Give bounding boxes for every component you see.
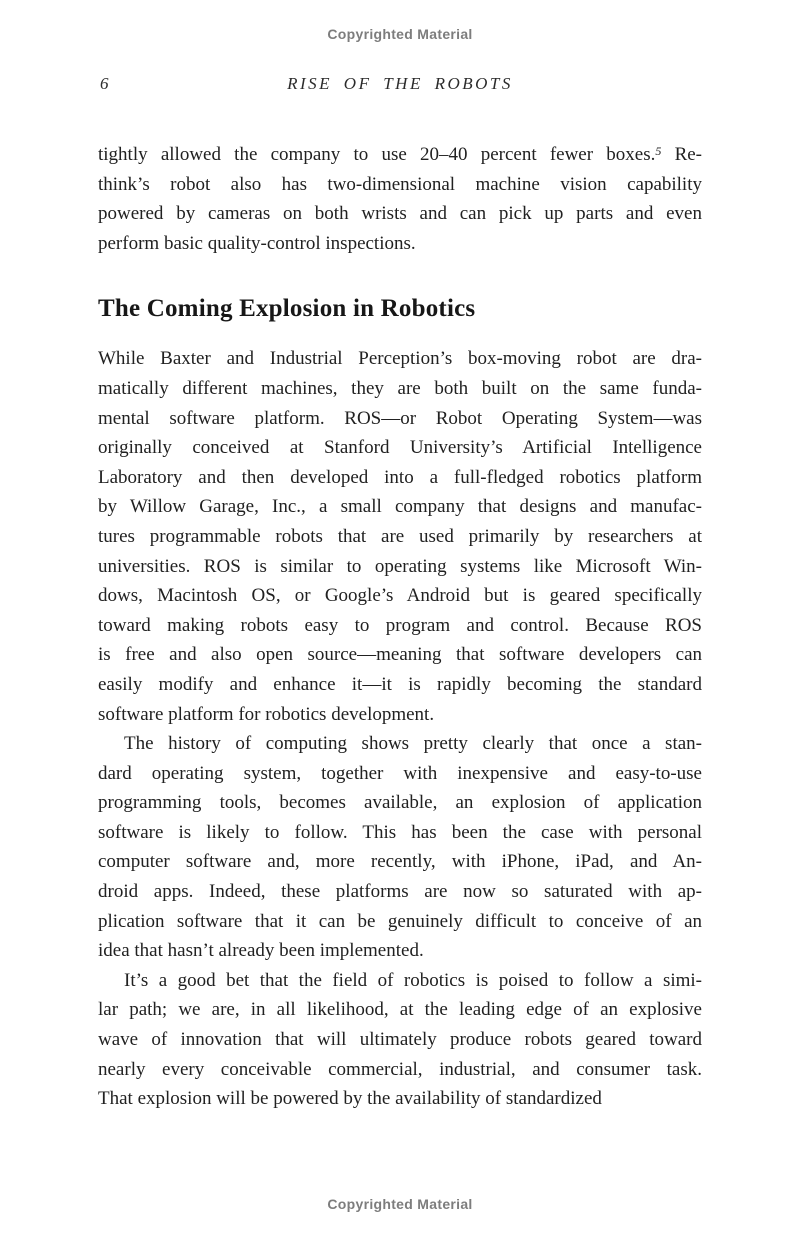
paragraph — [98, 344, 702, 729]
text-line: While Baxter and Industrial Perception’s box-moving robot are dra- — [98, 348, 702, 370]
text-line: The history of computing shows pretty clearly that once a stan- — [124, 733, 702, 755]
text-line: That explosion will be powered by the availability of standardized — [98, 1088, 602, 1110]
text-line: think’s robot also has two-dimensional machine vision capability — [98, 173, 702, 195]
text-line: mental software platform. ROS—or Robot Operating System—was — [98, 407, 702, 429]
footnote-ref: 5 — [655, 144, 662, 158]
text-line: software is likely to follow. This has been the case with personal — [98, 821, 702, 843]
text-line: perform basic quality-control inspections. — [98, 232, 416, 254]
text-line: tures programmable robots that are used primarily by researchers at — [98, 525, 702, 547]
body-text — [98, 140, 702, 1114]
page-header — [98, 74, 702, 96]
text-line: plication software that it can be genuinely difficult to conceive of an — [98, 910, 702, 932]
text-line: idea that hasn’t already been implemented. — [98, 940, 424, 962]
text-line: computer software and, more recently, with iPhone, iPad, and An- — [98, 851, 702, 873]
text-line: programming tools, becomes available, an explosion of application — [98, 792, 702, 814]
text-line: by Willow Garage, Inc., a small company that designs and manufac- — [98, 496, 702, 518]
text-line: It’s a good bet that the field of robotics is poised to follow a simi- — [124, 969, 702, 991]
copyright-notice-bottom: Copyrighted Material — [327, 1196, 473, 1212]
text-line: powered by cameras on both wrists and can pick up parts and even — [98, 203, 702, 225]
text-line: software platform for robotics development. — [98, 703, 435, 725]
text-line: originally conceived at Stanford University’s Artificial Intelligence — [98, 437, 702, 459]
text-line: tightly allowed the company to use 20–40 percent fewer boxes.$^5$ Re- — [98, 144, 703, 165]
text-line: dard operating system, together with inexpensive and easy-to-use — [98, 762, 702, 784]
text-line: is free and also open source—meaning that software developers can — [98, 644, 702, 666]
text-line: wave of innovation that will ultimately produce robots geared toward — [98, 1029, 702, 1051]
paragraph — [98, 966, 702, 1114]
running-title: RISE OF THE ROBOTS — [287, 74, 513, 93]
paragraph — [98, 140, 702, 258]
text-line: nearly every conceivable commercial, industrial, and consumer task. — [98, 1058, 702, 1080]
text-line: universities. ROS is similar to operating systems like Microsoft Win- — [98, 555, 702, 577]
page-number: 6 — [100, 74, 109, 93]
text-line: easily modify and enhance it—it is rapidly becoming the standard — [98, 673, 702, 695]
text-line: dows, Macintosh OS, or Google’s Android but is geared specifically — [98, 585, 702, 607]
text-line: lar path; we are, in all likelihood, at the leading edge of an explosive — [98, 999, 702, 1021]
text-line: droid apps. Indeed, these platforms are now so saturated with ap- — [98, 881, 702, 903]
text-line: toward making robots easy to program and control. Because ROS — [98, 614, 702, 636]
text-line: Laboratory and then developed into a full-fledged robotics platform — [98, 466, 702, 488]
section-heading: The Coming Explosion in Robotics — [98, 295, 476, 323]
copyright-notice-top: Copyrighted Material — [327, 26, 473, 42]
text-line: matically different machines, they are both built on the same funda- — [98, 377, 702, 399]
paragraph — [98, 729, 702, 966]
